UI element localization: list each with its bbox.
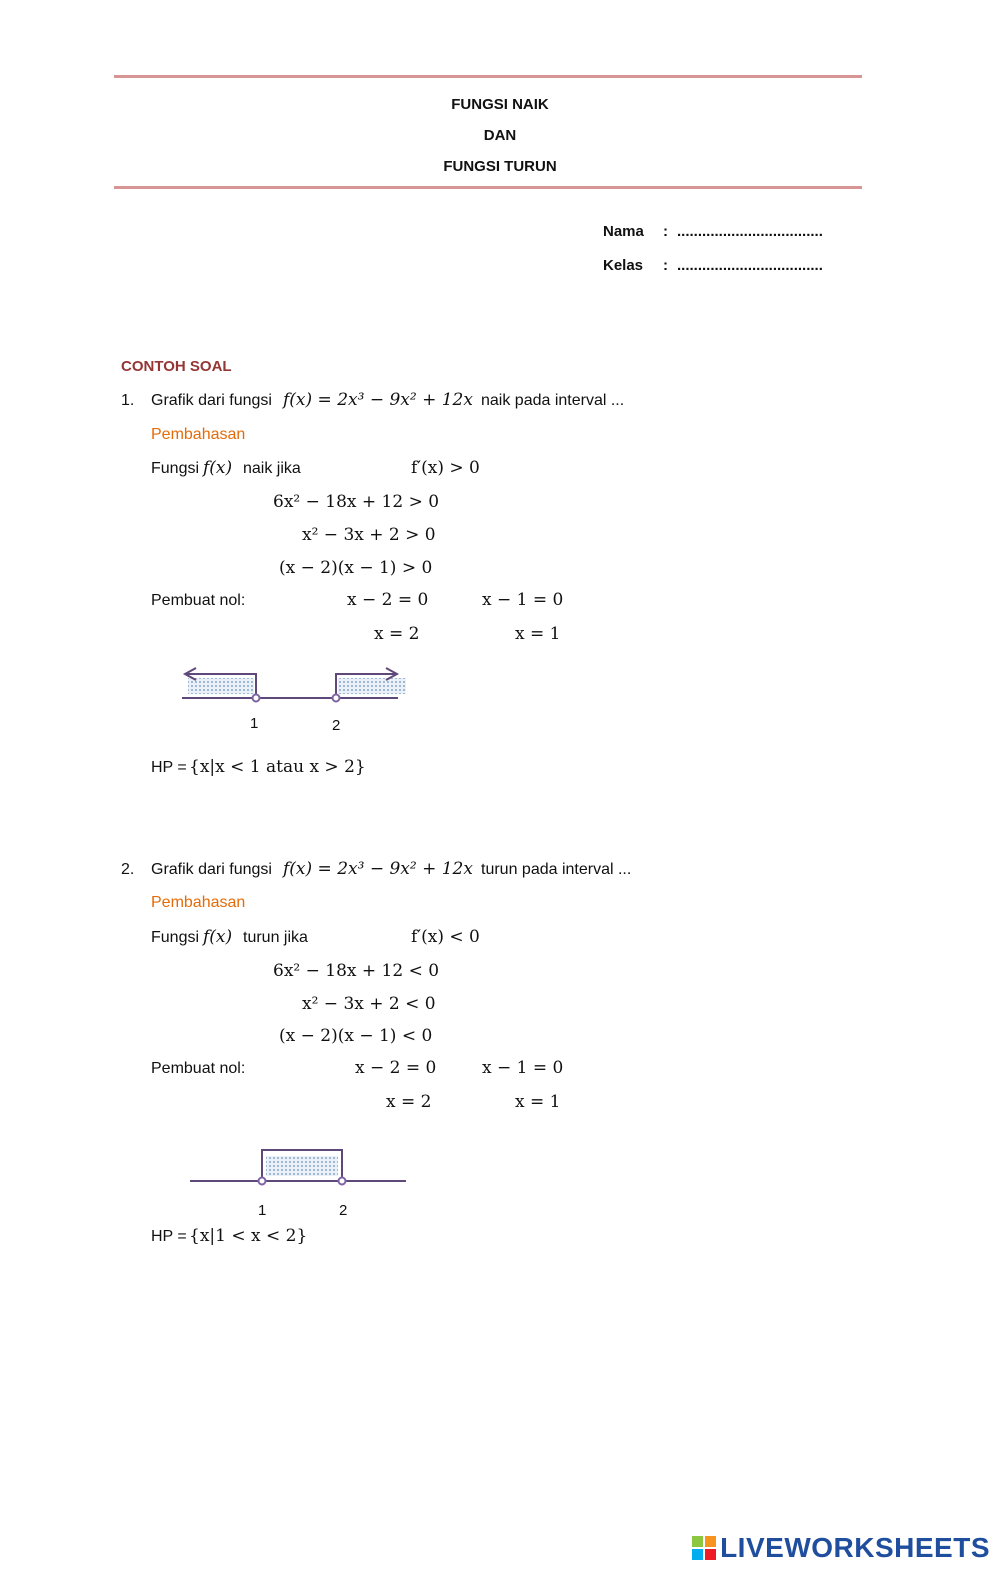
q2-pembahasan: Pembahasan bbox=[151, 894, 246, 911]
logo-text: LIVEWORKSHEETS bbox=[720, 1532, 990, 1563]
q1-point-1 bbox=[253, 695, 260, 702]
q2-cond-fx: f(x) bbox=[203, 927, 233, 947]
title-line-2: DAN bbox=[483, 127, 517, 144]
name-label: Nama bbox=[603, 223, 644, 240]
q1-text-after: naik pada interval ... bbox=[481, 392, 625, 409]
q2-hp: {x|1 < x < 2} bbox=[189, 1226, 308, 1246]
q2-zero-label: Pembuat nol: bbox=[151, 1060, 246, 1077]
q1-zero-a: x − 2 = 0 bbox=[347, 590, 429, 610]
q2-number: 2. bbox=[121, 861, 135, 878]
class-field[interactable]: ................................... bbox=[677, 257, 823, 274]
q1-root-a: x = 2 bbox=[374, 624, 420, 644]
q2-tick-2: 2 bbox=[339, 1202, 348, 1219]
q1-condition: f′(x) > 0 bbox=[411, 458, 480, 478]
class-label: Kelas bbox=[603, 257, 644, 274]
q2-point-1 bbox=[259, 1178, 266, 1185]
q1-hp-label: HP = bbox=[151, 759, 187, 776]
q1-step-3: (x − 2)(x − 1) > 0 bbox=[279, 558, 433, 578]
q1-root-b: x = 1 bbox=[515, 624, 561, 644]
q1-text-before: Grafik dari fungsi bbox=[151, 392, 272, 409]
q2-tick-1: 1 bbox=[258, 1202, 267, 1219]
q1-tick-1: 1 bbox=[250, 715, 259, 732]
q2-text-before: Grafik dari fungsi bbox=[151, 861, 272, 878]
q1-zero-label: Pembuat nol: bbox=[151, 592, 246, 609]
q2-zero-b: x − 1 = 0 bbox=[482, 1058, 564, 1078]
bottom-rule bbox=[114, 186, 862, 189]
q1-left-shading bbox=[188, 678, 254, 694]
q2-step-3: (x − 2)(x − 1) < 0 bbox=[279, 1026, 433, 1046]
title-line-3: FUNGSI TURUN bbox=[443, 158, 557, 175]
q1-right-shading bbox=[338, 678, 406, 694]
q2-root-a: x = 2 bbox=[386, 1092, 432, 1112]
q1-number-line bbox=[170, 660, 430, 710]
q2-number-line bbox=[180, 1140, 420, 1194]
q2-function: f(x) = 2x³ − 9x² + 12x bbox=[283, 859, 473, 879]
top-rule bbox=[114, 75, 862, 78]
q1-cond-text-b: naik jika bbox=[243, 460, 301, 477]
q1-pembahasan: Pembahasan bbox=[151, 426, 246, 443]
q2-zero-a: x − 2 = 0 bbox=[355, 1058, 437, 1078]
q2-root-b: x = 1 bbox=[515, 1092, 561, 1112]
q1-step-1: 6x² − 18x + 12 > 0 bbox=[273, 492, 440, 512]
section-heading: CONTOH SOAL bbox=[121, 358, 232, 375]
q2-cond-text-a: Fungsi bbox=[151, 929, 200, 946]
q1-step-2: x² − 3x + 2 > 0 bbox=[302, 525, 436, 545]
name-separator: : bbox=[663, 223, 668, 240]
q1-hp: {x|x < 1 atau x > 2} bbox=[189, 757, 366, 777]
q1-function: f(x) = 2x³ − 9x² + 12x bbox=[283, 390, 473, 410]
q1-cond-text-a: Fungsi bbox=[151, 460, 200, 477]
q2-point-2 bbox=[339, 1178, 346, 1185]
q2-cond-text-b: turun jika bbox=[243, 929, 308, 946]
q1-point-2 bbox=[333, 695, 340, 702]
liveworksheets-logo bbox=[692, 1532, 990, 1564]
q2-text-after: turun pada interval ... bbox=[481, 861, 632, 878]
q1-cond-fx: f(x) bbox=[203, 458, 233, 478]
q2-hp-label: HP = bbox=[151, 1228, 187, 1245]
q2-step-1: 6x² − 18x + 12 < 0 bbox=[273, 961, 440, 981]
q2-middle-shading bbox=[266, 1156, 338, 1176]
liveworksheets-badge-icon bbox=[692, 1536, 716, 1560]
q1-number: 1. bbox=[121, 392, 135, 409]
q1-zero-b: x − 1 = 0 bbox=[482, 590, 564, 610]
q2-condition: f′(x) < 0 bbox=[411, 927, 480, 947]
title-line-1: FUNGSI NAIK bbox=[451, 96, 549, 113]
q1-tick-2: 2 bbox=[332, 717, 341, 734]
q2-step-2: x² − 3x + 2 < 0 bbox=[302, 994, 436, 1014]
name-field[interactable]: ................................... bbox=[677, 223, 823, 240]
class-separator: : bbox=[663, 257, 668, 274]
